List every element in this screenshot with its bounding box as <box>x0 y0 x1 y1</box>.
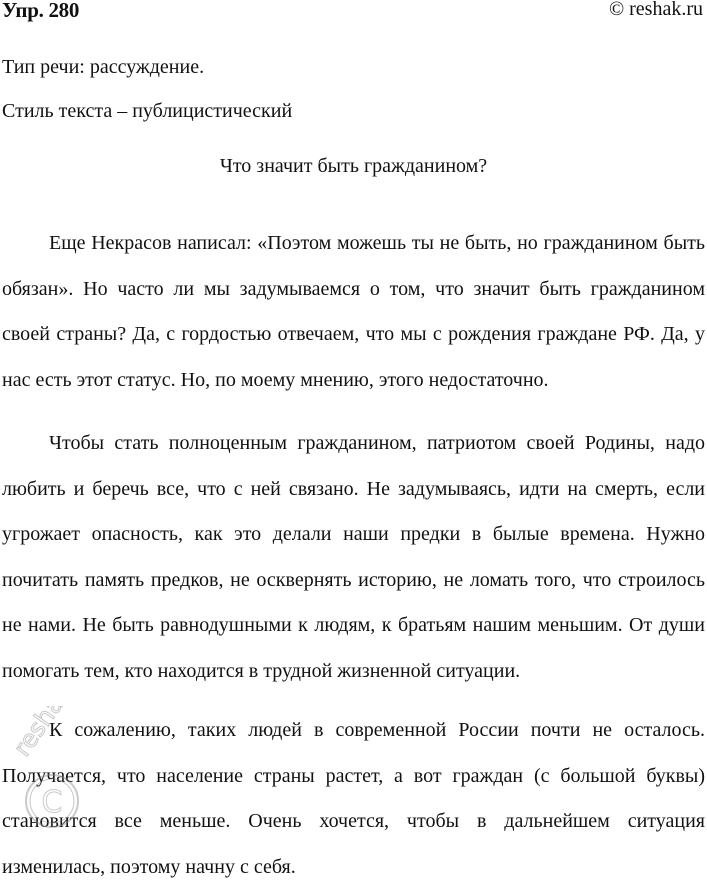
text-style-label: Стиль текста – публицистический <box>2 100 293 122</box>
speech-type-label: Тип речи: рассуждение. <box>2 56 205 78</box>
essay-paragraph-2: Чтобы стать полноценным гражданином, патриотом своей Родины, надо любить и беречь все, что с ней связано. Не задумываясь, идти на смерть, если угрожает опасность, как это делали наши предки в былые времена. Нужно почитать память предков, не осквернять историю, не ломать того, что строилось не нами. Не быть равнодушными к людям, к братьям нашим меньшим. От души помогать тем, кто находится в трудной жизненной ситуации. <box>2 432 705 682</box>
svg-text:C: C <box>41 785 63 820</box>
essay-paragraph-3: К сожалению, таких людей в современной России почти не осталось. Получается, что население страны растет, а вот граждан (с большой буквы) становится все меньше. Очень хочется, чтобы в дальнейшем ситуация изменилась, поэтому начну с себя. <box>2 719 705 878</box>
essay-title: Что значит быть гражданином? <box>219 155 488 177</box>
exercise-number: Упр. 280 <box>2 0 80 22</box>
essay-paragraph-1: Еще Некрасов написал: «Поэтом можешь ты не быть, но гражданином быть обязан». Но часто ли мы задумываемся о том, что значит быть гражданином своей страны? Да, с гордостью отвечаем, что мы с рождения граждане РФ. Да, у нас есть этот статус. Но, по моему мнению, этого недостаточно. <box>2 232 705 391</box>
svg-text:reshak.ru: reshak.ru <box>14 706 96 762</box>
page-header <box>0 0 707 30</box>
copyright-notice: © reshak.ru <box>608 0 703 20</box>
